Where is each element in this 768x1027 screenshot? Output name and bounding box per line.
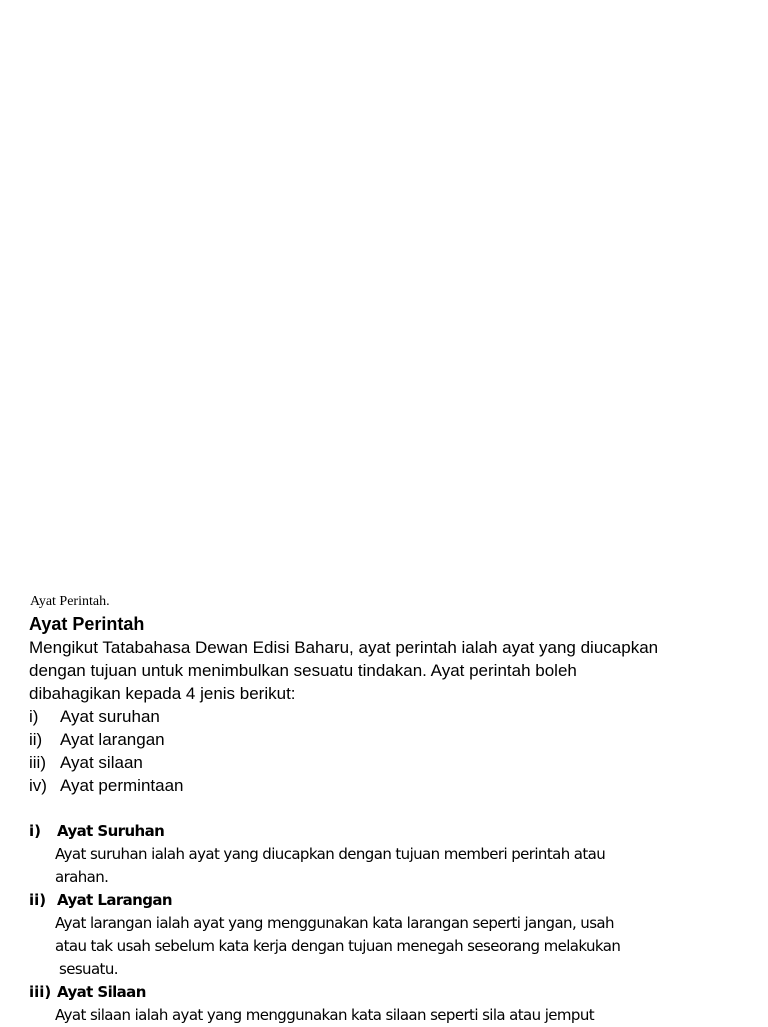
document-caption: Ayat Perintah. — [30, 594, 110, 609]
definition-line: atau tak usah sebelum kata kerja dengan tujuan menegah seseorang melakukan — [55, 937, 621, 955]
list-number: iv) — [29, 776, 47, 795]
list-number: ii) — [29, 730, 43, 749]
definition-body-larangan — [29, 912, 749, 981]
types-list-item — [29, 774, 183, 797]
definition-number: ii) — [29, 891, 47, 909]
list-number: i) — [29, 707, 39, 726]
definition-title-larangan — [29, 889, 749, 912]
types-list — [29, 705, 183, 797]
intro-line: Mengikut Tatabahasa Dewan Edisi Baharu, ayat perintah ialah ayat yang diucapkan — [29, 638, 659, 657]
definition-line: Ayat larangan ialah ayat yang menggunakan kata larangan seperti jangan, usah — [55, 914, 614, 932]
types-list-item — [29, 751, 183, 774]
definition-line: Ayat silaan ialah ayat yang menggunakan kata silaan seperti sila atau jemput — [55, 1006, 595, 1024]
types-list-item — [29, 728, 183, 751]
definition-number: iii) — [29, 983, 52, 1001]
intro-line: dengan tujuan untuk menimbulkan sesuatu tindakan. Ayat perintah boleh — [29, 661, 577, 680]
list-label: Ayat larangan — [60, 730, 165, 749]
definition-title: Ayat Silaan — [57, 983, 146, 1001]
definition-title: Ayat Suruhan — [57, 822, 165, 840]
list-label: Ayat permintaan — [60, 776, 184, 795]
definition-title-suruhan — [29, 820, 749, 843]
list-label: Ayat silaan — [60, 753, 143, 772]
types-list-item — [29, 705, 183, 728]
definition-title-silaan — [29, 981, 749, 1004]
intro-paragraph — [29, 636, 759, 705]
list-number: iii) — [29, 753, 46, 772]
definition-line: arahan. — [55, 868, 109, 886]
definition-number: i) — [29, 822, 41, 840]
definition-line: sesuatu. — [59, 960, 118, 978]
definition-body-suruhan — [29, 843, 749, 889]
intro-line: dibahagikan kepada 4 jenis berikut: — [29, 684, 296, 703]
definition-line: Ayat suruhan ialah ayat yang diucapkan dengan tujuan memberi perintah atau — [55, 845, 606, 863]
section-heading: Ayat Perintah — [29, 614, 145, 634]
definitions-section — [29, 820, 749, 1027]
list-label: Ayat suruhan — [60, 707, 160, 726]
definition-title: Ayat Larangan — [57, 891, 172, 909]
